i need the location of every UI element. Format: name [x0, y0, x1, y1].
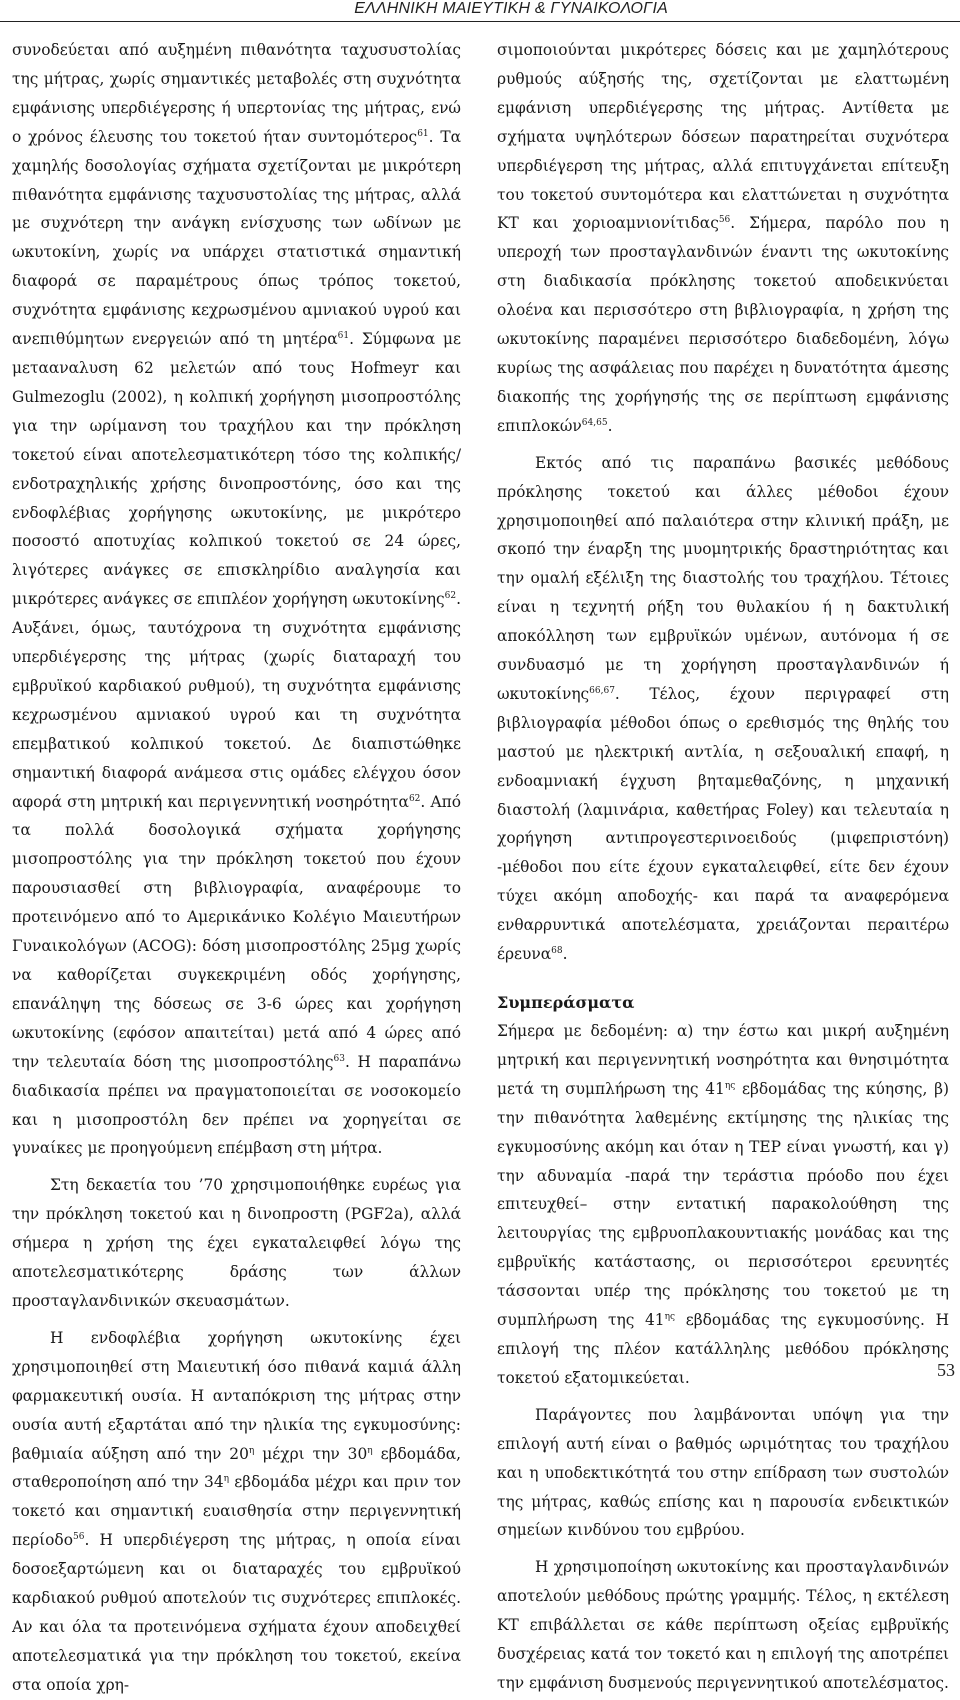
citation: 62 — [444, 591, 457, 602]
paragraph: Σήμερα με δεδομένη: α) την έστω και μικρή αυξημένη μητρική και περιγεννητική νοσηρότητα και θνησιμότητα μετά τη συμπλήρωση της $41^{\eta\varsigma}$ εβδομάδας της κύησης, β) την πιθανότητα λαθεμένης εκτίμησης της ηλικίας της εγκυμοσύνης ακόμη και όταν η TEP είναι γνωστή, και γ) την αδυναμία -παρά την τεράστια πρόοδο που έχει επιτευχθεί– στην εντατική παρακολούθηση της λειτουργίας της εμβρυοπλακουντιακής μονάδας και της εμβρυϊκής κατάστασης, οι περισσότεροι ερευνητές τάσσονται υπέρ της πρόκλησης του τοκετού με τη συμπλήρωση της $41^{\eta\varsigma}$ εβδομάδας της εγκυμοσύνης. Η επιλογή της πλέον κατάλληλης μεθόδου πρόκλησης τοκετού εξατομικεύεται. — [497, 1022, 949, 1387]
ordinal-suffix: η — [223, 1474, 230, 1485]
ordinal-suffix: η — [248, 1445, 255, 1456]
citation: 61 — [337, 330, 350, 341]
journal-title: ΕΛΛΗΝΙΚΗ ΜΑΙΕΥΤΙΚΗ & ΓΥΝΑΙΚΟΛΟΓΙΑ — [354, 0, 668, 17]
citation: 66,67 — [589, 685, 615, 696]
running-header — [0, 0, 960, 20]
left-column — [12, 36, 461, 1700]
citation: 62 — [408, 793, 421, 804]
section-heading: Συμπεράσματα — [497, 993, 635, 1012]
ordinal-suffix: ης — [664, 1311, 676, 1322]
paragraph: Η χρησιμοποίηση ωκυτοκίνης και προσταγλανδινών αποτελούν μεθόδους πρώτης γραμμής. Τέλος, η εκτέλεση ΚΤ επιβάλλεται σε κάθε περίπτωση οξείας εμβρυϊκής δυσχέρειας κατά τον τοκετό και η επιλογή της αποτρέπει την εμφάνιση δυσμενούς περιγεννητικού αποτελέσματος. — [497, 1558, 949, 1692]
paragraph: Στη δεκαετία του ’70 χρησιμοποιήθηκε ευρέως για την πρόκληση τοκετού και η δινοπροστη (PGF2a), αλλά σήμερα η χρήση της έχει εγκαταλειφθεί λόγω της αποτελεσματικότερης δράσης των άλλων προσταγλανδινικών σκευασμάτων. — [12, 1176, 461, 1310]
page-number: 53 — [937, 1360, 955, 1380]
citation: 63 — [333, 1053, 345, 1064]
citation: 61 — [417, 128, 429, 139]
ordinal-suffix: ης — [724, 1080, 736, 1091]
citation: 56 — [72, 1532, 85, 1543]
paragraph: σιμοποιούνται μικρότερες δόσεις και με χαμηλότερους ρυθμούς αύξησής της, σχετίζονται με ελαττωμένη εμφάνιση υπερδιέγερσης της μήτρας. Αντίθετα με σχήματα υψηλότερων δόσεων παρατηρείται συχνότερα υπερδιέγερση της μήτρας, αλλά επιτυγχάνεται επίτευξη του τοκετού συντομότερα και ελαττώνεται η συχνότητα ΚΤ και χοριοαμνιονίτιδας$^{56}$. Σήμερα, παρόλο που η υπεροχή των προσταγλανδινών έναντι της ωκυτοκίνης στη διαδικασία πρόκλησης τοκετού αποδεικνύεται ολοένα και περισσότερο στη βιβλιογραφία, η χρήση της ωκυτοκίνης παραμένει περισσότερο διαδεδομένη, λόγω κυρίως της ασφάλειας που παρέχει η δυνατότητα άμεσης διακοπής της χορήγησής της σε περίπτωση εμφάνισης επιπλοκών$^{64,65}$. — [497, 41, 949, 435]
right-column — [497, 36, 949, 1698]
paragraph: Εκτός από τις παραπάνω βασικές μεθόδους πρόκλησης τοκετού και άλλες μέθοδοι έχουν χρησιμοποιηθεί από παλαιότερα στην κλινική πράξη, με σκοπό την έναρξη της μυομητρικής δραστηριότητας και την ομαλή εξέλιξη της διαστολής του τραχήλου. Τέτοιες είναι η τεχνητή ρήξη του θυλακίου ή η δακτυλική αποκόλληση των εμβρυϊκών υμένων, αυτόνομα ή σε συνδυασμό με τη χορήγηση προσταγλανδινών ή ωκυτοκίνης$^{66,67}$. Τέλος, έχουν περιγραφεί στη βιβλιογραφία μέθοδοι όπως ο ερεθισμός της θηλής του μαστού με ηλεκτρική αντλία, η σεξουαλική επαφή, η ενδοαμνιακή έγχυση βηταμεθαζόνης, η μηχανική διαστολή (λαμινάρια, καθετήρας Foley) και τελευταία η χορήγηση αντιπρογεστερινοειδούς (μιφεπριστόνη) -μέθοδοι που είτε έχουν εγκαταλειφθεί, είτε δεν έχουν τύχει ακόμη αποδοχής- και παρά τα αναφερόμενα ενθαρρυντικά αποτελέσματα, χρειάζονται περαιτέρω έρευνα$^{68}$. — [497, 453, 949, 964]
ordinal-suffix: η — [367, 1445, 373, 1456]
header-rule — [0, 21, 960, 22]
paragraph: Η ενδοφλέβια χορήγηση ωκυτοκίνης έχει χρησιμοποιηθεί στη Μαιευτική όσο πιθανά καμιά άλλη φαρμακευτική ουσία. Η ανταπόκριση της μήτρας στην ουσία αυτή εξαρτάται από την ηλικία της εγκυμοσύνης: βαθμιαία αύξηση από την $20^\eta$ μέχρι την $30^\eta$ εβδομάδα, σταθεροποίηση από την $34^\eta$ εβδομάδα μέχρι και πριν τον τοκετό και σημαντική ευαισθησία στην περιγεννητική περίοδο$^{56}$. Η υπερδιέγερση της μήτρας, η οποία είναι δοσοεξαρτώμενη και οι διαταραχές του εμβρυϊκού καρδιακού ρυθμού αποτελούν τις συχνότερες επιπλοκές. Αν και όλα τα προτεινόμενα σχήματα έχουν αποδειχθεί αποτελεσματικά για την πρόκληση του τοκετού, εκείνα στα οποία χρη- — [12, 1328, 462, 1694]
paragraph: συνοδεύεται από αυξημένη πιθανότητα ταχυσυστολίας της μήτρας, χωρίς σημαντικές μεταβολές στη συχνότητα εμφάνισης υπερδιέγερσης ή υπερτονίας της μήτρας, ενώ ο χρόνος έλευσης του τοκετού ήταν συντομότερος$^{61}$. Τα χαμηλής δοσολογίας σχήματα σχετίζονται με μικρότερη πιθανότητα εμφάνισης ταχυσυστολίας της μήτρας, αλλά με συχνότερη την ανάγκη ενίσχυσης των ωδίνων με ωκυτοκίνη, χωρίς να υπάρχει στατιστικά σημαντική διαφορά σε παραμέτρους όπως τρόπος τοκετού, συχνότητα εμφάνισης κεχρωσμένου αμνιακού υγρού και ανεπιθύμητων ενεργειών από τη μητέρα$^{61}$. Σύμφωνα με μετααναλυση 62 μελετών από τους Hofmeyr και Gulmezoglu (2002), η κολπική χορήγηση μισοπροστόλης για την ωρίμανση του τραχήλου και την πρόκληση τοκετού είναι αποτελεσματικότερη τόσο της κολπικής/ενδοτραχηλικής χρήσης δινοπροστόνης, όσο και της ενδοφλέβιας χορήγησης ωκυτοκίνης, με μικρότερο ποσοστό αποτυχίας κολπικού τοκετού σε 24 ώρες, λιγότερες ανάγκες σε επισκληρίδιο αναλγησία και μικρότερες ανάγκες σε επιπλέον χορήγηση ωκυτοκίνης$^{62}$. Αυξάνει, όμως, ταυτόχρονα τη συχνότητα εμφάνισης υπερδιέγερσης της μήτρας (χωρίς διαταραχή του εμβρυϊκού καρδιακού ρυθμού), τη συχνότητα εμφάνισης κεχρωσμένου αμνιακού υγρού και τη συχνότητα επεμβατικού κολπικού τοκετού. Δε διαπιστώθηκε σημαντική διαφορά ανάμεσα στις ομάδες ελέγχου όσον αφορά στη μητρική και περιγεννητική νοσηρότητα$^{62}$. Από τα πολλά δοσολογικά σχήματα χορήγησης μισοπροστόλης για την πρόκληση τοκετού που έχουν παρουσιασθεί στη βιβλιογραφία, αναφέρουμε το προτεινόμενο από το Αμερικάνικο Κολέγιο Μαιευτήρων Γυναικολόγων (ACOG): δόση μισοπροστόλης 25μg χωρίς να καθορίζεται συγκεκριμένη οδός χορήγησης, επανάληψη της δόσεως σε 3-6 ώρες και χορήγηση ωκυτοκίνης (εφόσον απαιτείται) μετά από 4 ώρες από την τελευταία δόση της μισοπροστόλης$^{63}$. Η παραπάνω διαδικασία πρέπει να πραγματοποιείται σε νοσοκομείο και η μισοπροστόλη δεν πρέπει να χορηγείται σε γυναίκες με προηγούμενη επέμβαση στη μήτρα. — [12, 41, 462, 1158]
citation: 56 — [718, 215, 731, 226]
citation: 68 — [551, 945, 563, 956]
citation: 64,65 — [581, 417, 608, 428]
paragraph: Παράγοντες που λαμβάνονται υπόψη για την επιλογή αυτή είναι ο βαθμός ωριμότητας του τραχήλου και η υποδεκτικότητά του στην επίδραση των συστολών της μήτρας, καθώς επίσης και η παρουσία ενδεικτικών σημείων κινδύνου του εμβρύου. — [497, 1405, 949, 1540]
